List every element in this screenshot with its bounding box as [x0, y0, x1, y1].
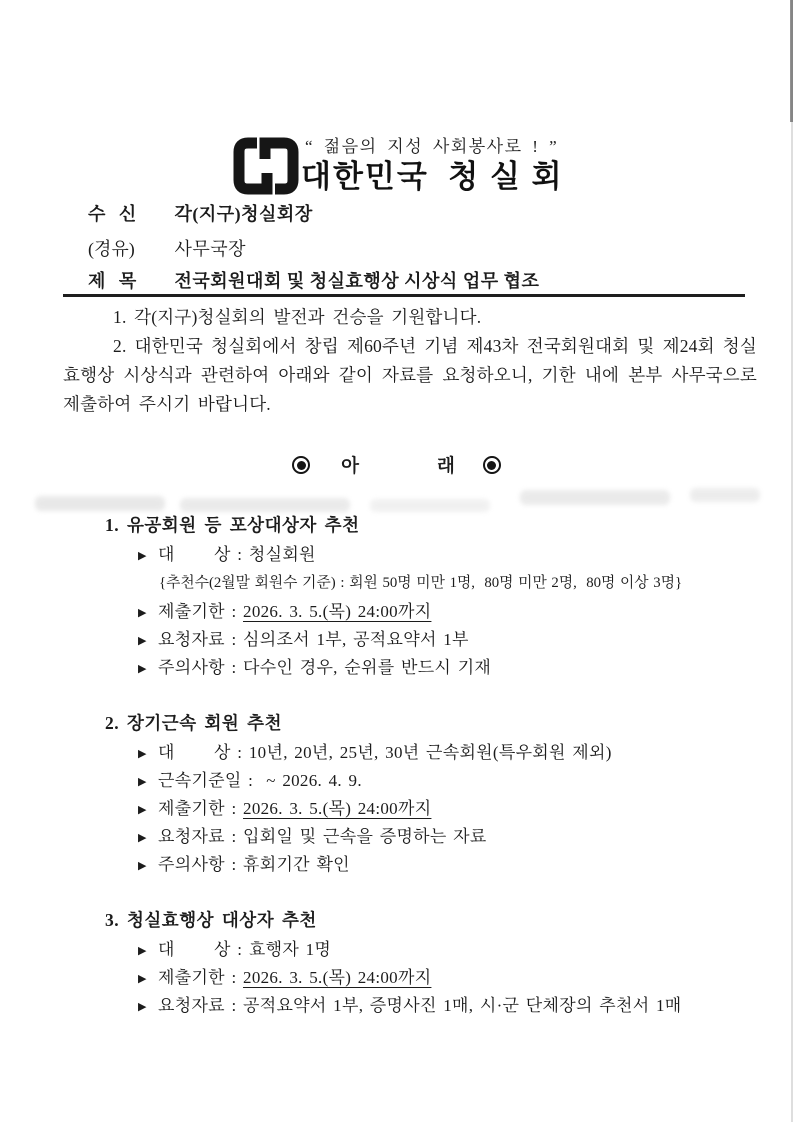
triangle-bullet-icon: ▶: [138, 548, 147, 562]
deadline-value: 2026. 3. 5.(목) 24:00까지: [243, 968, 432, 987]
subject-label: 제 목: [88, 271, 137, 291]
recipient-value: 각(지구)청실회장: [174, 204, 313, 224]
triangle-bullet-icon: ▶: [138, 802, 147, 816]
triangle-bullet-icon: ▶: [138, 774, 147, 788]
list-item: [105, 936, 765, 964]
item-value: 심의조서 1부, 공적요약서 1부: [243, 630, 469, 649]
via-row: [88, 238, 246, 260]
org-logo-icon: [227, 131, 305, 203]
triangle-bullet-icon: ▶: [138, 661, 147, 675]
item-value: 10년, 20년, 25년, 30년 근속회원(특우회원 제외): [248, 743, 612, 762]
recommendation-count-note: [105, 569, 765, 598]
section-1: [105, 511, 765, 682]
item-label: 근속기준일 :: [158, 771, 260, 790]
list-item: [105, 626, 765, 654]
item-value: 청실회원: [248, 545, 316, 564]
triangle-bullet-icon: ▶: [138, 633, 147, 647]
triangle-bullet-icon: ▶: [138, 858, 147, 872]
deadline-value: 2026. 3. 5.(목) 24:00까지: [243, 799, 432, 818]
section-heading: 3. 청실효행상 대상자 추천: [105, 910, 317, 930]
item-label: 대 상 :: [158, 545, 249, 564]
section-3: [105, 906, 765, 1020]
item-label: 제출기한 :: [158, 968, 244, 987]
list-item: [105, 964, 765, 992]
item-value: 입회일 및 근속을 증명하는 자료: [243, 827, 487, 846]
list-item: [105, 795, 765, 823]
triangle-bullet-icon: ▶: [138, 605, 147, 619]
item-label: 주의사항 :: [158, 658, 244, 677]
item-label: 주의사항 :: [158, 855, 244, 874]
org-slogan: “ 젊음의 지성 사회봉사로 ! ”: [305, 137, 559, 156]
via-label: (경유): [88, 239, 135, 259]
triangle-bullet-icon: ▶: [138, 999, 147, 1013]
triangle-bullet-icon: ▶: [138, 943, 147, 957]
recipient-row: [88, 203, 313, 225]
item-label: 요청자료 :: [158, 827, 244, 846]
deadline-value: 2026. 3. 5.(목) 24:00까지: [243, 602, 432, 621]
recipient-label: 수 신: [88, 204, 137, 224]
subject-row: [88, 270, 539, 292]
item-value: 다수인 경우, 순위를 반드시 기재: [243, 658, 492, 677]
item-label: 대 상 :: [158, 743, 249, 762]
item-label: 대 상 :: [158, 940, 249, 959]
item-label: 요청자료 :: [158, 630, 244, 649]
triangle-bullet-icon: ▶: [138, 746, 147, 760]
subject-value: 전국회원대회 및 청실효행상 시상식 업무 협조: [174, 271, 540, 291]
item-value: 휴회기간 확인: [243, 855, 350, 874]
list-item: [105, 767, 765, 795]
org-name-title: 대한민국 청 실 회: [301, 159, 564, 194]
note-text: {추천수(2월말 회원수 기준) : 회원 50명 미만 1명, 80명 미만 2명, 80명 이상 3명}: [159, 575, 683, 591]
item-label: 제출기한 :: [158, 799, 244, 818]
list-item: [105, 992, 765, 1020]
divider-word-left: 아: [341, 457, 360, 477]
list-item: [105, 654, 765, 682]
item-label: 제출기한 :: [158, 602, 244, 621]
fisheye-icon: [483, 456, 501, 474]
list-item: [105, 739, 765, 767]
item-value: 공적요약서 1부, 증명사진 1매, 시·군 단체장의 추천서 1매: [243, 996, 682, 1015]
list-item: [105, 823, 765, 851]
list-item: [105, 851, 765, 879]
section-heading: 2. 장기근속 회원 추천: [105, 713, 282, 733]
triangle-bullet-icon: ▶: [138, 830, 147, 844]
section-divider: [0, 452, 793, 478]
paragraph-2: 2. 대한민국 청실회에서 창립 제60주년 기념 제43차 전국회원대회 및 제24회 청실효행상 시상식과 관련하여 아래와 같이 자료를 요청하오니, 기한 내에 본부 사무국으로 제출하여 주시기 바랍니다.: [63, 336, 757, 414]
section-heading: 1. 유공회원 등 포상대상자 추천: [105, 515, 360, 535]
content-sections: [105, 511, 765, 1047]
item-label: 요청자료 :: [158, 996, 244, 1015]
divider-word-right: 래: [437, 457, 456, 477]
section-2: [105, 709, 765, 879]
via-value: 사무국장: [174, 239, 247, 259]
item-value: ~ 2026. 4. 9.: [259, 771, 362, 790]
paragraph-1: 1. 각(지구)청실회의 발전과 건승을 기원합니다.: [113, 307, 482, 327]
triangle-bullet-icon: ▶: [138, 971, 147, 985]
header-divider-rule: [63, 294, 745, 297]
body-paragraphs: [63, 303, 757, 419]
fisheye-icon: [292, 456, 310, 474]
list-item: [105, 541, 765, 569]
item-value: 효행자 1명: [248, 940, 332, 959]
list-item: [105, 598, 765, 626]
